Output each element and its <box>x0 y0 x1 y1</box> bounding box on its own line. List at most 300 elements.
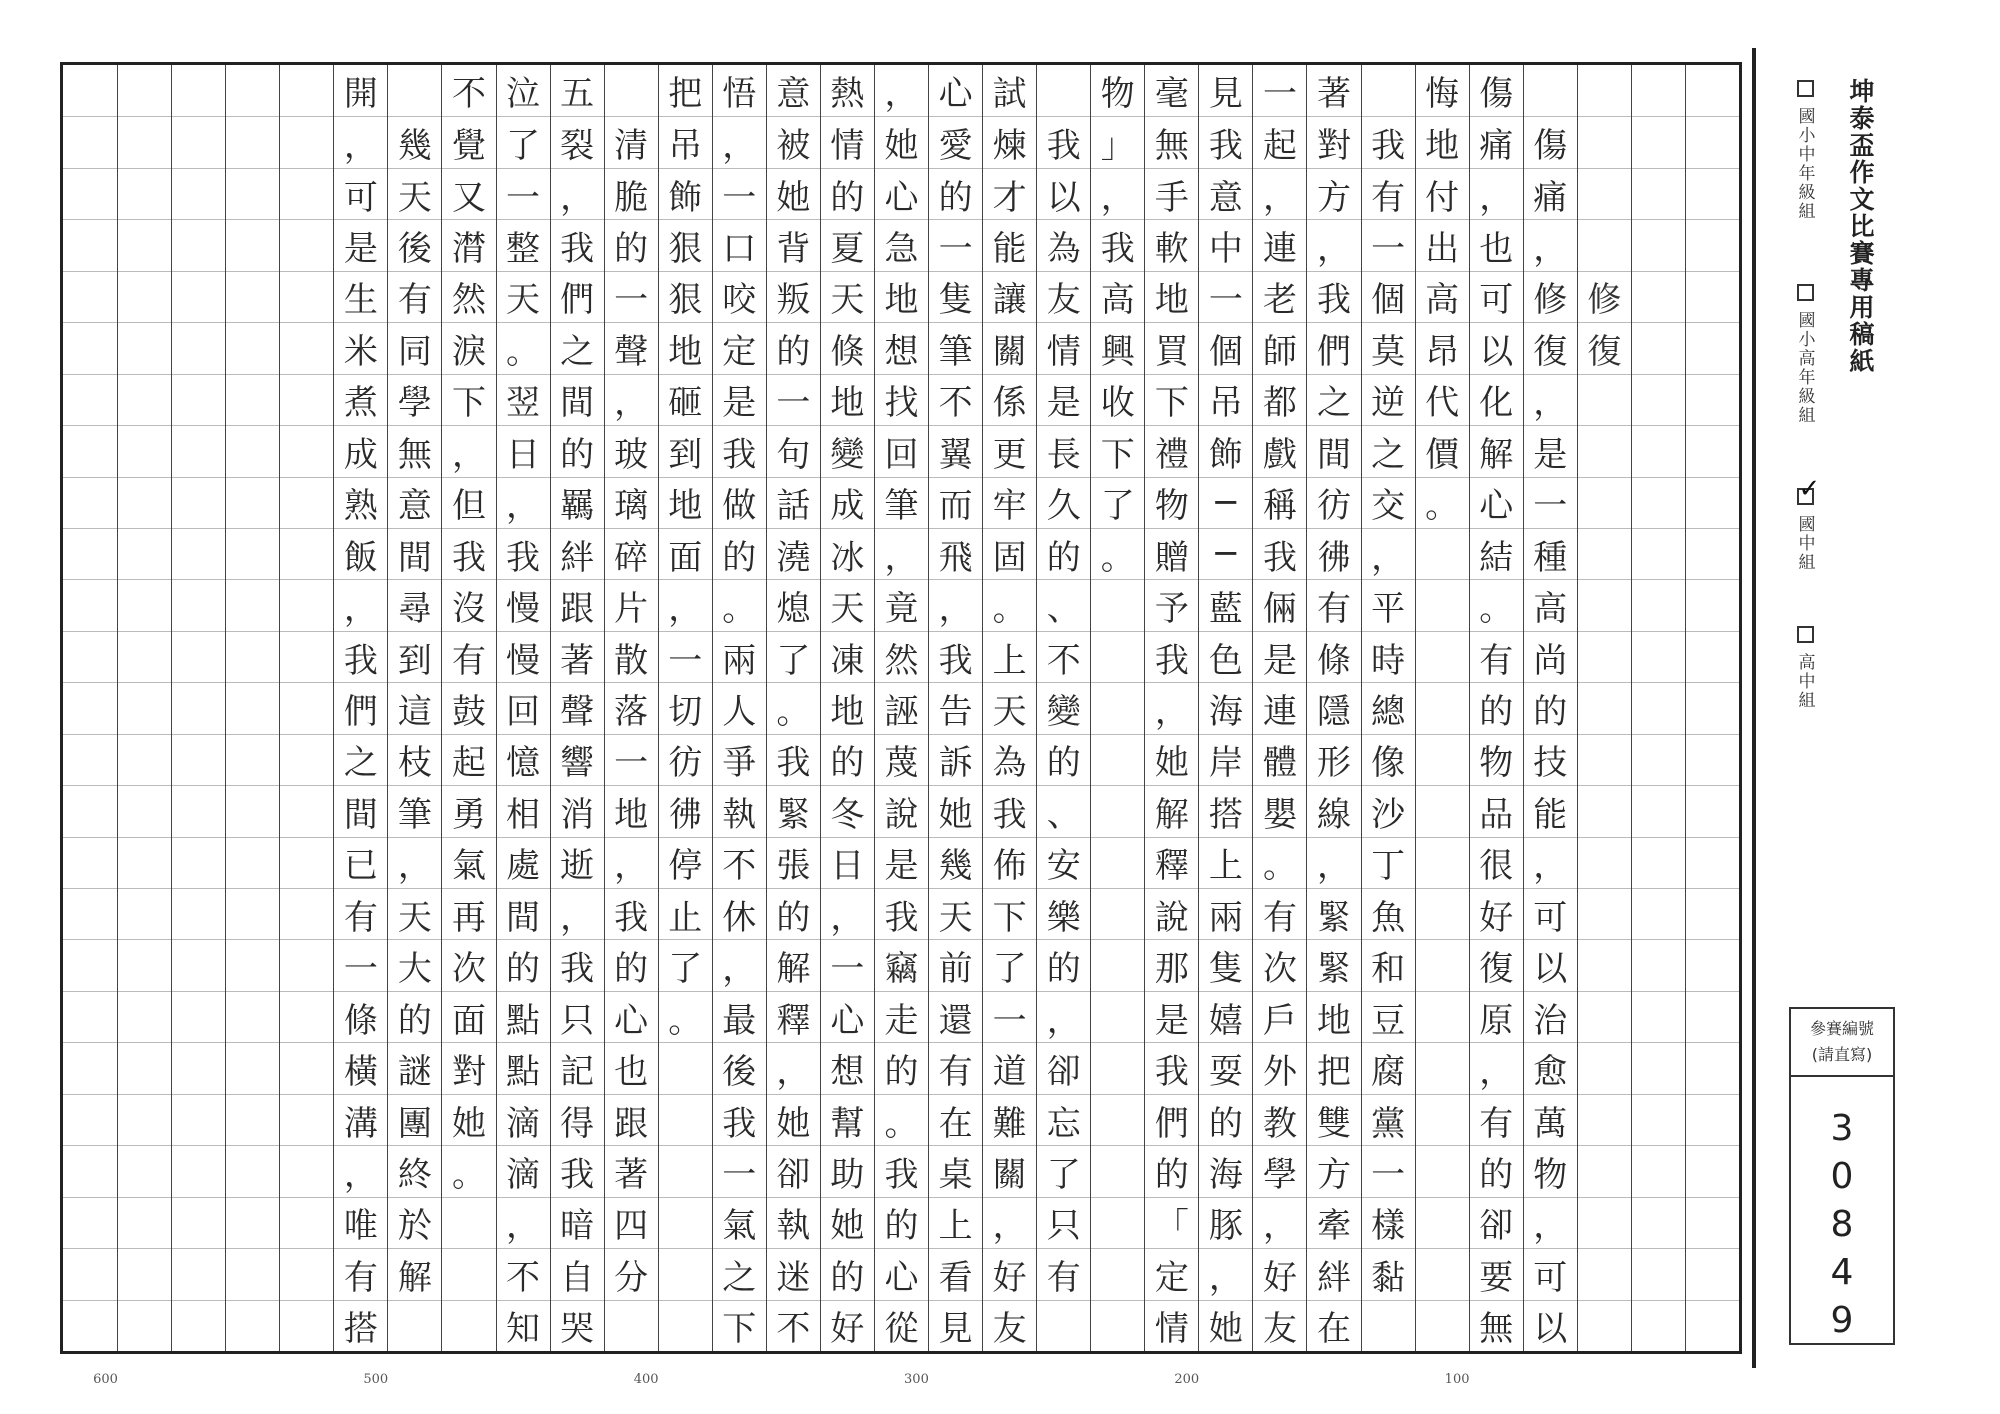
essay-char: 「 <box>1145 1197 1198 1248</box>
essay-cell <box>63 65 117 116</box>
essay-char: 休 <box>713 888 766 939</box>
essay-char: 關 <box>983 1145 1036 1196</box>
essay-cell <box>226 65 279 116</box>
essay-char: 一 <box>929 219 982 270</box>
essay-char: 有 <box>1253 888 1306 939</box>
essay-char: 知 <box>497 1300 550 1351</box>
essay-char: 一 <box>1362 1145 1415 1196</box>
essay-char: 絆 <box>1307 1248 1360 1299</box>
essay-char: ， <box>1524 219 1577 270</box>
essay-char: 昂 <box>1416 322 1469 373</box>
essay-cell <box>1632 734 1685 785</box>
essay-cell <box>1578 1300 1631 1351</box>
essay-cell <box>226 785 279 836</box>
essay-char: 碎 <box>605 528 658 579</box>
essay-char: 。 <box>767 682 820 733</box>
essay-char: 告 <box>929 682 982 733</box>
essay-char: 不 <box>767 1300 820 1351</box>
group-option-elementary-middle[interactable] <box>1790 80 1820 221</box>
essay-char: 耍 <box>1199 1042 1252 1093</box>
essay-char: ， <box>1253 168 1306 219</box>
essay-char: 為 <box>1037 219 1090 270</box>
essay-char: 復 <box>1524 322 1577 373</box>
essay-char: 之 <box>1307 374 1360 425</box>
essay-char: 變 <box>1037 682 1090 733</box>
essay-column <box>1090 65 1144 1351</box>
essay-cell <box>172 734 225 785</box>
essay-char: 友 <box>983 1300 1036 1351</box>
essay-char: 她 <box>875 116 928 167</box>
essay-char: 同 <box>388 322 441 373</box>
essay-char: 煮 <box>334 374 387 425</box>
essay-cell <box>280 219 333 270</box>
group-checkbox[interactable] <box>1797 626 1814 643</box>
essay-char: ， <box>884 74 919 115</box>
entry-digit: 4 <box>1830 1252 1854 1293</box>
essay-char: 學 <box>1253 1145 1306 1196</box>
essay-char: 不 <box>713 837 766 888</box>
essay-char: 安 <box>1037 837 1090 888</box>
essay-cell <box>1091 1094 1144 1145</box>
essay-column <box>1036 65 1090 1351</box>
essay-cell <box>1578 631 1631 682</box>
essay-cell <box>1578 1248 1631 1299</box>
essay-column <box>766 65 820 1351</box>
essay-char: 們 <box>334 682 387 733</box>
group-option-junior-high[interactable] <box>1790 474 1821 572</box>
essay-char: 間 <box>334 785 387 836</box>
essay-cell <box>1686 837 1739 888</box>
essay-cell <box>1632 631 1685 682</box>
essay-char: 痛 <box>1470 116 1523 167</box>
essay-char: 地 <box>605 785 658 836</box>
essay-char: 藍 <box>1199 579 1252 630</box>
essay-column <box>820 65 874 1351</box>
essay-char: ， <box>1524 1197 1577 1248</box>
essay-column <box>1523 65 1577 1351</box>
essay-char: 句 <box>767 425 820 476</box>
essay-char: 天 <box>388 888 441 939</box>
essay-cell <box>63 785 117 836</box>
essay-char: 佈 <box>983 837 1036 888</box>
essay-cell <box>172 1042 225 1093</box>
essay-char: 毫 <box>1154 74 1189 115</box>
essay-char: 筆 <box>875 477 928 528</box>
essay-cell <box>63 1248 117 1299</box>
essay-char: 海 <box>1199 1145 1252 1196</box>
group-label: 高中組 <box>1794 653 1815 710</box>
essay-char: 以 <box>1524 939 1577 990</box>
essay-char: 沙 <box>1362 785 1415 836</box>
essay-cell <box>63 477 117 528</box>
essay-cell <box>118 322 171 373</box>
essay-char: 五 <box>560 74 595 115</box>
essay-char: 可 <box>334 168 387 219</box>
essay-char: 萬 <box>1524 1094 1577 1145</box>
essay-char: 有 <box>388 271 441 322</box>
essay-char: 唯 <box>334 1197 387 1248</box>
essay-char: 的 <box>1470 682 1523 733</box>
essay-char: 的 <box>605 939 658 990</box>
essay-cell <box>1686 1197 1739 1248</box>
essay-char: 在 <box>929 1094 982 1145</box>
essay-char: 消 <box>551 785 604 836</box>
essay-char: 化 <box>1470 374 1523 425</box>
essay-char: 說 <box>1145 888 1198 939</box>
essay-cell <box>1686 1300 1739 1351</box>
essay-cell <box>172 168 225 219</box>
essay-cell <box>1686 1042 1739 1093</box>
essay-column <box>1577 65 1631 1351</box>
essay-char: 有 <box>334 1248 387 1299</box>
essay-char: 學 <box>388 374 441 425</box>
essay-cell <box>118 219 171 270</box>
essay-char: 聲 <box>551 682 604 733</box>
essay-cell <box>172 1300 225 1351</box>
char-count-label: 600 <box>93 1372 118 1387</box>
group-checkbox[interactable] <box>1797 474 1821 505</box>
essay-char: 隻 <box>1199 939 1252 990</box>
essay-char: 的 <box>1037 528 1090 579</box>
essay-char: ， <box>1470 1042 1523 1093</box>
essay-cell <box>63 425 117 476</box>
essay-cell <box>659 1248 712 1299</box>
essay-cell <box>1091 888 1144 939</box>
essay-char: 可 <box>1470 271 1523 322</box>
essay-cell <box>1686 1145 1739 1196</box>
essay-cell <box>280 477 333 528</box>
essay-char: 色 <box>1199 631 1252 682</box>
essay-char: 點 <box>497 1042 550 1093</box>
essay-char: 」 <box>1091 116 1144 167</box>
essay-cell <box>172 322 225 373</box>
entry-number-label-line1: 參賽編號 <box>1809 1019 1874 1038</box>
essay-cell <box>1091 1197 1144 1248</box>
essay-char: 一 <box>334 939 387 990</box>
essay-char: 起 <box>1253 116 1306 167</box>
essay-char: 試 <box>992 74 1027 115</box>
essay-grid <box>60 62 1742 1354</box>
essay-column <box>1631 65 1685 1351</box>
essay-char: 有 <box>1470 1094 1523 1145</box>
essay-cell <box>226 1145 279 1196</box>
essay-char: 高 <box>1416 271 1469 322</box>
essay-cell <box>226 682 279 733</box>
essay-column <box>1198 65 1252 1351</box>
essay-char: 的 <box>1037 734 1090 785</box>
essay-char: 更 <box>983 425 1036 476</box>
essay-char: 的 <box>713 528 766 579</box>
essay-title-char: 復 <box>1578 322 1631 373</box>
essay-char: 海 <box>1199 682 1252 733</box>
essay-cell <box>63 837 117 888</box>
essay-cell <box>118 374 171 425</box>
essay-char: 地 <box>1145 271 1198 322</box>
essay-char: 想 <box>875 322 928 373</box>
essay-cell <box>605 1300 658 1351</box>
essay-char: 翼 <box>929 425 982 476</box>
essay-char: 這 <box>388 682 441 733</box>
essay-char: 也 <box>605 1042 658 1093</box>
essay-cell <box>63 888 117 939</box>
essay-char: 們 <box>1145 1094 1198 1145</box>
essay-cell <box>1686 477 1739 528</box>
essay-column <box>928 65 982 1351</box>
essay-char: ， <box>713 939 766 990</box>
essay-cell <box>226 528 279 579</box>
essay-char: 要 <box>1470 1248 1523 1299</box>
essay-char: 勇 <box>442 785 495 836</box>
group-checkbox[interactable] <box>1797 80 1814 97</box>
essay-cell <box>1632 837 1685 888</box>
essay-cell <box>118 1042 171 1093</box>
essay-cell <box>1686 116 1739 167</box>
essay-cell <box>1578 579 1631 630</box>
essay-char: 自 <box>551 1248 604 1299</box>
essay-cell <box>1524 65 1577 116</box>
essay-char: 我 <box>1199 116 1252 167</box>
essay-cell <box>1037 1300 1090 1351</box>
essay-cell <box>1091 837 1144 888</box>
essay-char: 我 <box>1091 219 1144 270</box>
essay-cell <box>118 116 171 167</box>
essay-char: 解 <box>767 939 820 990</box>
essay-char: 贈 <box>1145 528 1198 579</box>
essay-char: 著 <box>605 1145 658 1196</box>
essay-cell <box>1686 271 1739 322</box>
essay-char: ， <box>1307 219 1360 270</box>
essay-cell <box>63 939 117 990</box>
essay-column <box>333 65 387 1351</box>
essay-char: 我 <box>442 528 495 579</box>
char-count-label: 200 <box>1174 1372 1200 1387</box>
essay-char: 張 <box>767 837 820 888</box>
essay-char: 誣 <box>875 682 928 733</box>
essay-char: 品 <box>1470 785 1523 836</box>
essay-char: 但 <box>442 477 495 528</box>
essay-char: 竊 <box>875 939 928 990</box>
char-count-label: 500 <box>363 1372 389 1387</box>
essay-cell <box>280 734 333 785</box>
essay-char: 被 <box>767 116 820 167</box>
essay-char: 的 <box>605 219 658 270</box>
essay-char: 記 <box>551 1042 604 1093</box>
essay-cell <box>280 939 333 990</box>
essay-char: 訴 <box>929 734 982 785</box>
essay-char: 悔 <box>1425 74 1460 115</box>
essay-char: 定 <box>713 322 766 373</box>
essay-char: 助 <box>821 1145 874 1196</box>
essay-char: 一 <box>821 939 874 990</box>
essay-cell <box>1632 65 1685 116</box>
essay-char: 才 <box>983 168 1036 219</box>
essay-cell <box>1632 271 1685 322</box>
essay-char: 找 <box>875 374 928 425</box>
essay-char: 的 <box>821 168 874 219</box>
essay-char: 的 <box>821 734 874 785</box>
essay-cell <box>1578 1197 1631 1248</box>
essay-cell <box>1578 785 1631 836</box>
essay-char: 物 <box>1145 477 1198 528</box>
essay-char: 的 <box>821 1248 874 1299</box>
essay-char: 魚 <box>1362 888 1415 939</box>
essay-cell <box>1416 1094 1469 1145</box>
essay-cell <box>1416 888 1469 939</box>
essay-char: 難 <box>983 1094 1036 1145</box>
essay-cell <box>1091 1145 1144 1196</box>
essay-char: 為 <box>983 734 1036 785</box>
essay-cell <box>1362 1300 1415 1351</box>
essay-char: 潸 <box>442 219 495 270</box>
essay-char: 我 <box>1037 116 1090 167</box>
essay-char: 把 <box>1307 1042 1360 1093</box>
essay-char: 後 <box>713 1042 766 1093</box>
essay-cell <box>1632 785 1685 836</box>
essay-char: 成 <box>821 477 874 528</box>
essay-cell <box>1091 734 1144 785</box>
essay-char: 日 <box>497 425 550 476</box>
essay-char: ， <box>497 477 550 528</box>
essay-cell <box>1578 1094 1631 1145</box>
essay-char: 條 <box>334 991 387 1042</box>
essay-cell <box>1416 734 1469 785</box>
essay-char: 相 <box>497 785 550 836</box>
essay-char: 滴 <box>497 1145 550 1196</box>
essay-cell <box>1578 477 1631 528</box>
essay-char: 面 <box>659 528 712 579</box>
essay-cell <box>1578 374 1631 425</box>
essay-cell <box>118 682 171 733</box>
essay-cell <box>226 939 279 990</box>
essay-char: 跟 <box>605 1094 658 1145</box>
essay-cell <box>226 374 279 425</box>
essay-char: 意 <box>776 74 811 115</box>
entry-digit: 0 <box>1830 1156 1854 1197</box>
essay-cell <box>1686 168 1739 219</box>
essay-cell <box>63 631 117 682</box>
essay-cell <box>118 939 171 990</box>
essay-char: 卻 <box>1037 1042 1090 1093</box>
essay-char: 天 <box>821 579 874 630</box>
essay-cell <box>1686 425 1739 476</box>
essay-char: 清 <box>605 116 658 167</box>
essay-title-char: 修 <box>1578 271 1631 322</box>
essay-char: 執 <box>767 1197 820 1248</box>
essay-char: 淚 <box>442 322 495 373</box>
essay-cell <box>226 477 279 528</box>
essay-cell <box>1686 219 1739 270</box>
essay-char: 友 <box>1037 271 1090 322</box>
essay-cell <box>118 1094 171 1145</box>
essay-char: 的 <box>875 1042 928 1093</box>
essay-char: 心 <box>1470 477 1523 528</box>
essay-char: ， <box>442 425 495 476</box>
essay-char: 地 <box>1416 116 1469 167</box>
essay-char: 竟 <box>875 579 928 630</box>
essay-cell <box>118 528 171 579</box>
essay-cell <box>1632 374 1685 425</box>
essay-char: 愈 <box>1524 1042 1577 1093</box>
essay-char: 起 <box>442 734 495 785</box>
essay-column <box>604 65 658 1351</box>
essay-char: 飯 <box>334 528 387 579</box>
essay-cell <box>226 991 279 1042</box>
group-checkbox[interactable] <box>1797 284 1814 301</box>
essay-char: 倏 <box>821 322 874 373</box>
essay-cell <box>226 1300 279 1351</box>
essay-char: 生 <box>334 271 387 322</box>
essay-char: 次 <box>442 939 495 990</box>
essay-char: 禮 <box>1145 425 1198 476</box>
essay-cell <box>1632 425 1685 476</box>
essay-char: 下 <box>713 1300 766 1351</box>
group-option-elementary-upper[interactable] <box>1790 284 1820 425</box>
essay-char: 脆 <box>605 168 658 219</box>
essay-column <box>1144 65 1198 1351</box>
essay-char: 的 <box>1524 682 1577 733</box>
essay-char: 復 <box>1470 939 1523 990</box>
essay-cell <box>63 1197 117 1248</box>
essay-char: 高 <box>1524 579 1577 630</box>
essay-cell <box>280 1145 333 1196</box>
essay-char: 暗 <box>551 1197 604 1248</box>
essay-char: 們 <box>551 271 604 322</box>
essay-cell <box>1632 1042 1685 1093</box>
essay-char: 於 <box>388 1197 441 1248</box>
essay-char: 有 <box>1307 579 1360 630</box>
essay-char: 還 <box>929 991 982 1042</box>
essay-char: 時 <box>1362 631 1415 682</box>
group-option-senior-high[interactable] <box>1790 626 1820 710</box>
essay-cell <box>280 374 333 425</box>
essay-char: 的 <box>767 888 820 939</box>
essay-cell <box>1091 991 1144 1042</box>
essay-char: 逝 <box>551 837 604 888</box>
essay-cell <box>172 1248 225 1299</box>
essay-cell <box>1686 374 1739 425</box>
essay-char: 而 <box>929 477 982 528</box>
essay-char: 做 <box>713 477 766 528</box>
essay-char: 彷 <box>1307 477 1360 528</box>
essay-char: 夏 <box>821 219 874 270</box>
essay-cell <box>280 425 333 476</box>
essay-char: 上 <box>983 631 1036 682</box>
essay-cell <box>280 1042 333 1093</box>
essay-char: 。 <box>983 579 1036 630</box>
essay-char: 條 <box>1307 631 1360 682</box>
essay-char: ， <box>551 888 604 939</box>
essay-char: 彿 <box>659 785 712 836</box>
essay-cell <box>659 1197 712 1248</box>
essay-char: 情 <box>1037 322 1090 373</box>
essay-char: 。 <box>713 579 766 630</box>
essay-char: 滴 <box>497 1094 550 1145</box>
essay-cell <box>172 1145 225 1196</box>
essay-char: 話 <box>767 477 820 528</box>
essay-char: 物 <box>1470 734 1523 785</box>
essay-char: 情 <box>821 116 874 167</box>
essay-char: 熱 <box>830 74 865 115</box>
essay-cell <box>1091 1042 1144 1093</box>
essay-char: 然 <box>875 631 928 682</box>
essay-char: 不 <box>929 374 982 425</box>
essay-char: 砸 <box>659 374 712 425</box>
essay-char: 兩 <box>713 631 766 682</box>
essay-char: 成 <box>334 425 387 476</box>
essay-cell <box>172 528 225 579</box>
essay-cell <box>1578 991 1631 1042</box>
essay-char: 地 <box>659 477 712 528</box>
